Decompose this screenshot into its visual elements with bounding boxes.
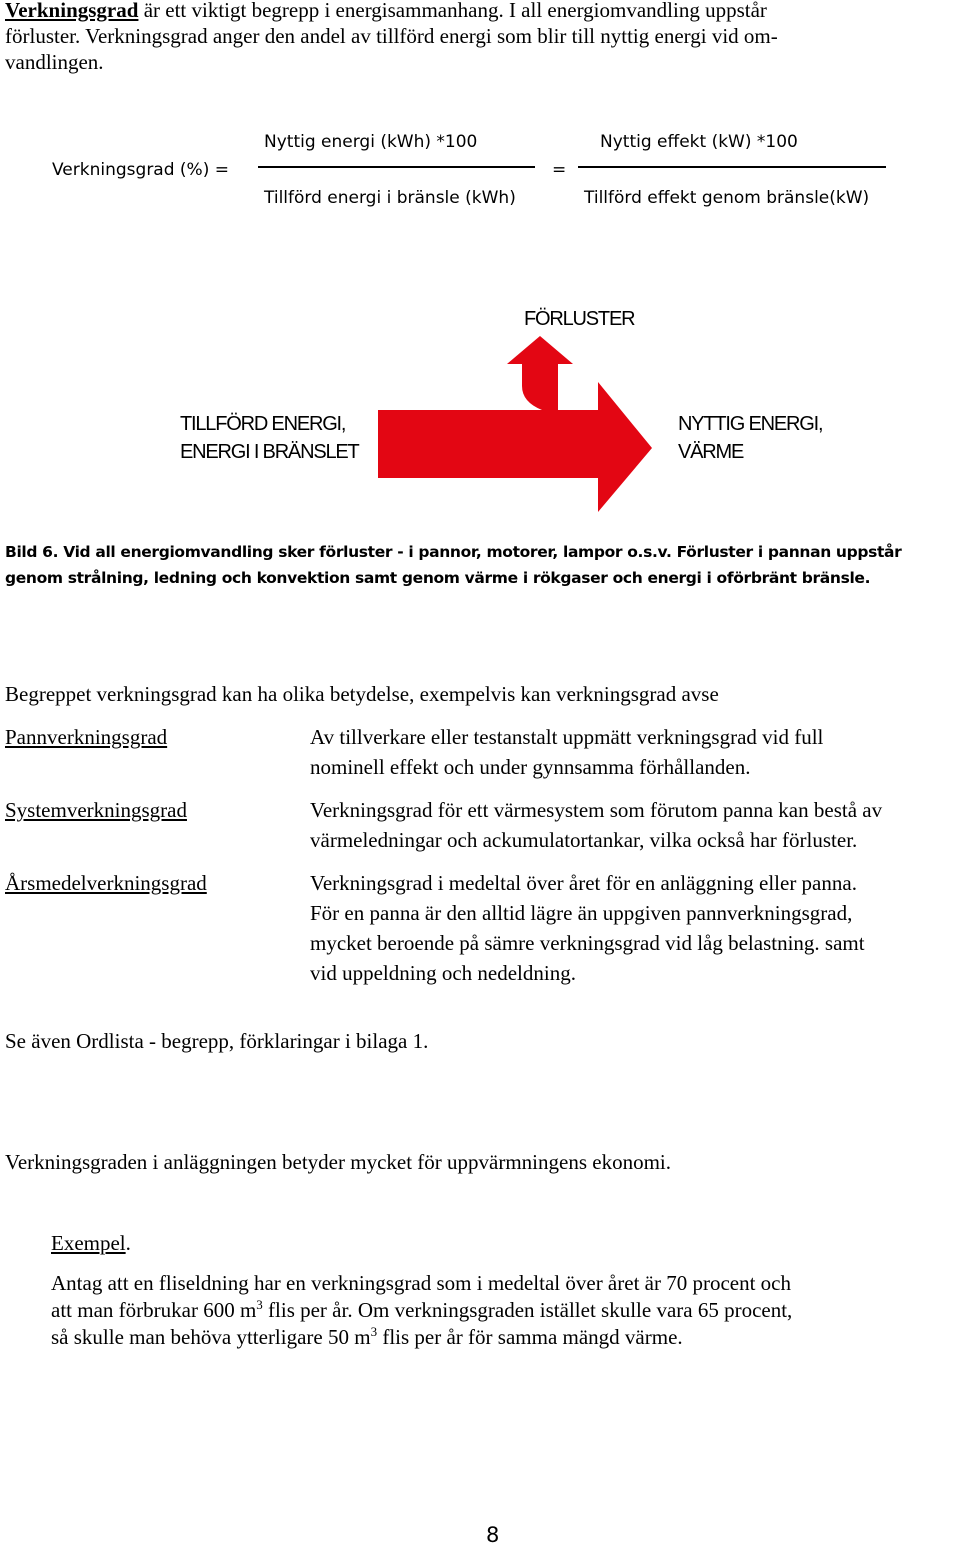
see-also: Se även Ordlista - begrepp, förklaringar i bilaga 1. <box>5 1029 429 1053</box>
output-label-line-1: NYTTIG ENERGI, <box>678 413 823 435</box>
def-systemverkningsgrad <box>310 795 960 855</box>
formula-den-1: Tillförd energi i bränsle (kWh) <box>264 188 516 208</box>
fraction-line-2 <box>578 166 886 168</box>
page-number: 8 <box>486 1523 500 1547</box>
caption-line-2: genom strålning, ledning och konvektion samt genom värme i rökgaser och energi i oförbränt bränsle. <box>5 569 871 587</box>
def-arsmedelverkningsgrad <box>310 868 960 988</box>
def-line: För en panna är den alltid lägre än uppgiven pannverkningsgrad, <box>310 901 853 925</box>
superscript-3: 3 <box>256 1297 263 1312</box>
intro-term: Verkningsgrad <box>5 0 139 22</box>
formula-num-1: Nyttig energi (kWh) *100 <box>264 132 478 152</box>
input-label-line-1: TILLFÖRD ENERGI, <box>180 413 346 435</box>
example-text <box>51 1270 792 1351</box>
caption-line-1: Bild 6. Vid all energiomvandling sker förluster - i pannor, motorer, lampor o.s.v. Förluster i pannan uppstår <box>5 543 902 561</box>
def-line: Av tillverkare eller testanstalt uppmätt verkningsgrad vid full <box>310 725 824 749</box>
term-systemverkningsgrad: Systemverkningsgrad <box>5 798 187 822</box>
def-pannverkningsgrad <box>310 722 960 782</box>
output-label-line-2: VÄRME <box>678 441 744 463</box>
term-arsmedelverkningsgrad: Årsmedelverkningsgrad <box>5 871 207 895</box>
formula-equals: = <box>552 160 567 180</box>
figure-caption <box>5 539 960 591</box>
input-label <box>180 410 359 466</box>
formula-den-2: Tillförd effekt genom bränsle(kW) <box>584 188 870 208</box>
input-label-line-2: ENERGI I BRÄNSLET <box>180 441 359 463</box>
def-line: Verkningsgrad i medeltal över året för en anläggning eller panna. <box>310 871 857 895</box>
def-line: nominell effekt och under gynnsamma förhållanden. <box>310 755 751 779</box>
term-pannverkningsgrad: Pannverkningsgrad <box>5 725 168 749</box>
intro-line-1: Verkningsgrad är ett viktigt begrepp i energisammanhang. I all energiomvandling uppstår <box>5 0 767 22</box>
intro-paragraph <box>5 0 955 75</box>
energy-flow-arrow <box>370 330 680 515</box>
formula-num-2: Nyttig effekt (kW) *100 <box>600 132 798 152</box>
superscript-3: 3 <box>370 1324 378 1339</box>
intro-line-3: vandlingen. <box>5 50 104 74</box>
example-line-1: Antag att en fliseldning har en verkningsgrad som i medeltal över året är 70 procent och <box>51 1271 792 1295</box>
example-heading: Exempel. <box>51 1231 131 1255</box>
intro-line-2: förluster. Verkningsgrad anger den andel av tillförd energi som blir till nyttig energi vid om- <box>5 24 778 48</box>
definitions-intro: Begreppet verkningsgrad kan ha olika betydelse, exempelvis kan verkningsgrad avse <box>5 682 719 706</box>
flow-arrow-shape <box>378 336 652 512</box>
def-line: vid uppeldning och nedeldning. <box>310 961 576 985</box>
fraction-line-1 <box>258 166 535 168</box>
def-line: Verkningsgrad för ett värmesystem som förutom panna kan bestå av <box>310 798 883 822</box>
example-line-3: så skulle man behöva ytterligare 50 $m^3$ flis per år för samma mängd värme. <box>51 1324 683 1349</box>
def-line: mycket beroende på sämre verkningsgrad vid låg belastning. samt <box>310 931 865 955</box>
economy-statement: Verkningsgraden i anläggningen betyder mycket för uppvärmningens ekonomi. <box>5 1150 671 1174</box>
output-label <box>678 410 822 466</box>
losses-label: FÖRLUSTER <box>524 308 635 330</box>
example-line-2: att man förbrukar 600 $m^3$ flis per år. Om verkningsgraden istället skulle vara 65 procent, <box>51 1297 793 1322</box>
def-line: värmeledningar och ackumulatortankar, vilka också har förluster. <box>310 828 858 852</box>
formula-lhs: Verkningsgrad (%) = <box>52 160 229 180</box>
